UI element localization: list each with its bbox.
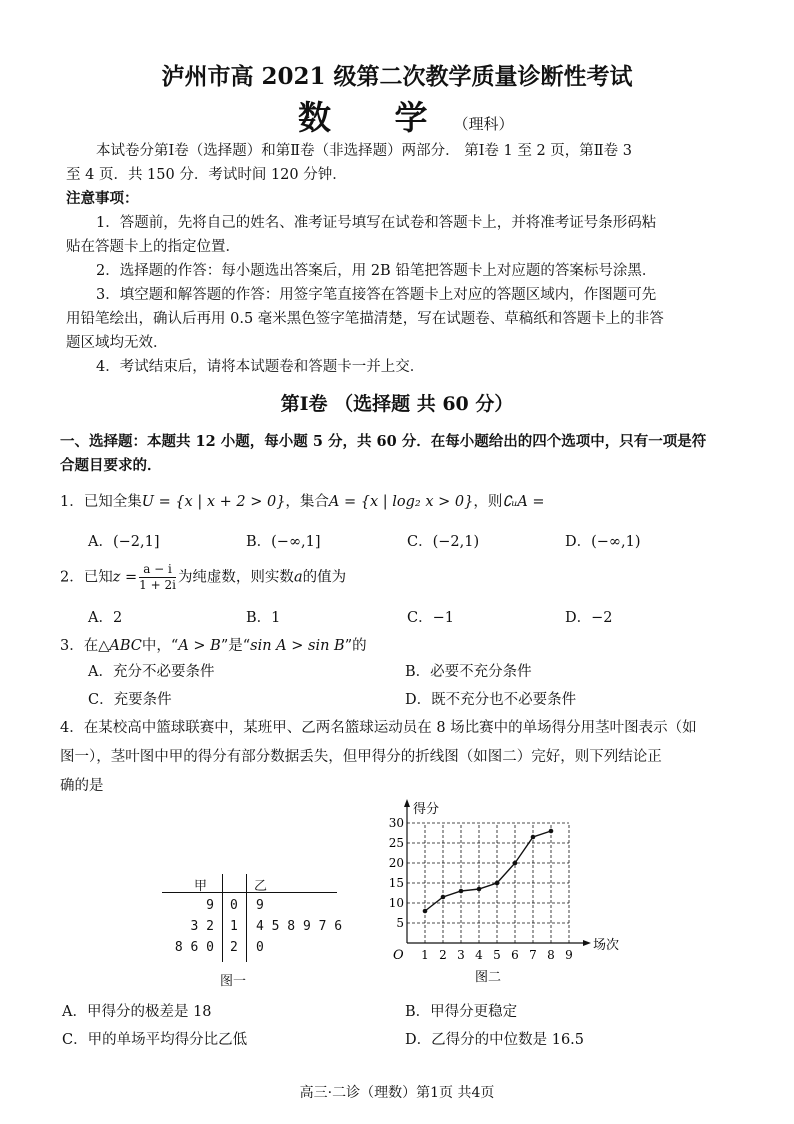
stem-leaf-plot	[150, 870, 350, 990]
subject-title: 数 学	[298, 98, 454, 137]
intro-line-2: 至 4 页．共 150 分．考试时间 120 分钟．	[66, 167, 347, 183]
note-3-line-1: 3．填空题和解答题的作答：用签字笔直接答在答题卡上对应的答题区域内，作图题可先	[96, 287, 657, 303]
x-axis-arrow	[583, 940, 591, 946]
question-4-line-3: 确的是	[60, 778, 104, 794]
x-tick-label-9: 9	[565, 948, 573, 962]
subject-line	[298, 92, 514, 139]
stem-leaf-header-right: 乙	[254, 879, 268, 894]
y-tick-label-15: 15	[388, 876, 404, 890]
y-tick-label-25: 25	[388, 836, 404, 850]
x-tick-label-7: 7	[529, 948, 537, 962]
y-axis-title: 得分	[413, 802, 440, 817]
y-axis-arrow	[404, 799, 410, 807]
stem-leaf-row-3-right: 0	[256, 940, 264, 955]
section-title: 第Ⅰ卷 （选择题 共 60 分）	[280, 393, 514, 415]
q1-option-d: D．(−∞,1)	[565, 534, 641, 550]
data-point-5	[495, 881, 500, 886]
q3-option-b: B．必要不充分条件	[405, 664, 532, 680]
stem-leaf-hline	[162, 892, 337, 893]
stem-leaf-row-2-left: 3 2	[190, 919, 214, 934]
q2-option-c: C．−1	[407, 610, 454, 626]
stem-leaf-row-1-left: 9	[206, 898, 214, 913]
stem-leaf-row-2-right: 4 5 8 9 7 6	[256, 919, 343, 934]
y-tick-label-20: 20	[388, 856, 404, 870]
note-1-line-1: 1．答题前，先将自己的姓名、准考证号填写在试卷和答题卡上，并将准考证号条形码粘	[96, 215, 657, 231]
stem-leaf-vline-right	[246, 874, 247, 962]
x-tick-label-3: 3	[457, 948, 465, 962]
note-3-line-2: 用铅笔绘出，确认后再用 0.5 毫米黑色签字笔描清楚，写在试题卷、草稿纸和答题卡上的非答	[66, 311, 664, 327]
q3-option-d: D．既不充分也不必要条件	[405, 692, 577, 708]
x-axis-title: 场次	[593, 938, 620, 953]
q4-option-c: C．甲的单场平均得分比乙低	[62, 1032, 248, 1048]
note-2: 2．选择题的作答：每小题选出答案后，用 2B 铅笔把答题卡上对应题的答案标号涂黑．	[96, 263, 657, 279]
question-2-stem: 2．已知z = $\frac{a - i}{1 + 2i}$ 为纯虚数，则实数a的值为	[60, 562, 347, 592]
q1-option-a: A．(−2,1]	[88, 534, 160, 550]
question-4-line-2: 图一），茎叶图中甲的得分有部分数据丢失，但甲得分的折线图（如图二）完好，则下列结论正	[60, 749, 662, 765]
q1-option-b: B．(−∞,1]	[246, 534, 321, 550]
line-chart	[380, 795, 620, 995]
origin-label: O	[393, 948, 404, 963]
stem-leaf-row-2-stem: 1	[230, 919, 238, 934]
q4-option-a: A．甲得分的极差是 18	[62, 1004, 212, 1020]
q2-option-a: A．2	[88, 610, 123, 626]
page-footer: 高三·二诊（理数）第1页 共4页	[299, 1085, 495, 1101]
q2-option-b: B．1	[246, 610, 281, 626]
exam-title: 泸州市高 2021 级第二次教学质量诊断性考试	[161, 63, 633, 90]
q3-option-a: A．充分不必要条件	[88, 664, 215, 680]
data-point-3	[459, 889, 464, 894]
data-point-2	[441, 895, 446, 900]
x-tick-label-4: 4	[475, 948, 483, 962]
note-4: 4．考试结束后，请将本试题卷和答题卡一并上交．	[96, 359, 425, 375]
data-point-1	[423, 909, 428, 914]
x-tick-label-6: 6	[511, 948, 519, 962]
note-3-line-3: 题区域均无效．	[66, 335, 168, 351]
x-tick-label-8: 8	[547, 948, 555, 962]
data-point-4	[477, 887, 482, 892]
data-point-8	[549, 829, 554, 834]
y-tick-label-5: 5	[396, 916, 404, 930]
stem-leaf-row-3-stem: 2	[230, 940, 238, 955]
y-tick-label-30: 30	[388, 816, 404, 830]
data-point-6	[513, 861, 518, 866]
subject-note: （理科）	[453, 115, 514, 133]
notes-title: 注意事项：	[66, 190, 139, 207]
question-3-stem: 3．在△ABC中，“A > B”是“sin A > sin B”的	[60, 638, 367, 654]
section-instruction-2: 合题目要求的．	[60, 457, 162, 474]
question-1-stem: 1．已知全集U = {x | x + 2 > 0}，集合A = {x | log₂ x > 0}，则∁ᵤA =	[60, 494, 545, 510]
q2-option-d: D．−2	[565, 610, 613, 626]
question-4-line-1: 4．在某校高中篮球联赛中，某班甲、乙两名篮球运动员在 8 场比赛中的单场得分用茎叶图表示（如	[60, 720, 697, 736]
stem-leaf-caption: 图一	[220, 974, 247, 989]
intro-line-1: 本试卷分第Ⅰ卷（选择题）和第Ⅱ卷（非选择题）两部分． 第Ⅰ卷 1 至 2 页，第Ⅱ卷 3	[96, 143, 632, 159]
chart-caption: 图二	[474, 970, 502, 985]
y-tick-label-10: 10	[388, 896, 404, 910]
stem-leaf-row-1-stem: 0	[230, 898, 238, 913]
stem-leaf-header-left: 甲	[194, 879, 208, 894]
section-instruction-1: 一、选择题：本题共 12 小题，每小题 5 分，共 60 分．在每小题给出的四个选项中，只有一项是符	[60, 433, 707, 450]
q2-fraction: $\frac{a - i}{1 + 2i}$	[139, 562, 176, 592]
stem-leaf-row-3-left: 8 6 0	[174, 940, 214, 955]
stem-leaf-vline-left	[222, 874, 223, 962]
q4-option-b: B．甲得分更稳定	[405, 1004, 518, 1020]
note-1-line-2: 贴在答题卡上的指定位置．	[66, 239, 240, 255]
x-tick-label-5: 5	[493, 948, 501, 962]
q3-option-c: C．充要条件	[88, 692, 172, 708]
x-tick-label-1: 1	[421, 948, 429, 962]
q4-option-d: D．乙得分的中位数是 16.5	[405, 1032, 585, 1048]
q1-option-c: C．(−2,1)	[407, 534, 480, 550]
stem-leaf-row-1-right: 9	[256, 898, 264, 913]
data-point-7	[531, 835, 536, 840]
x-tick-label-2: 2	[439, 948, 447, 962]
